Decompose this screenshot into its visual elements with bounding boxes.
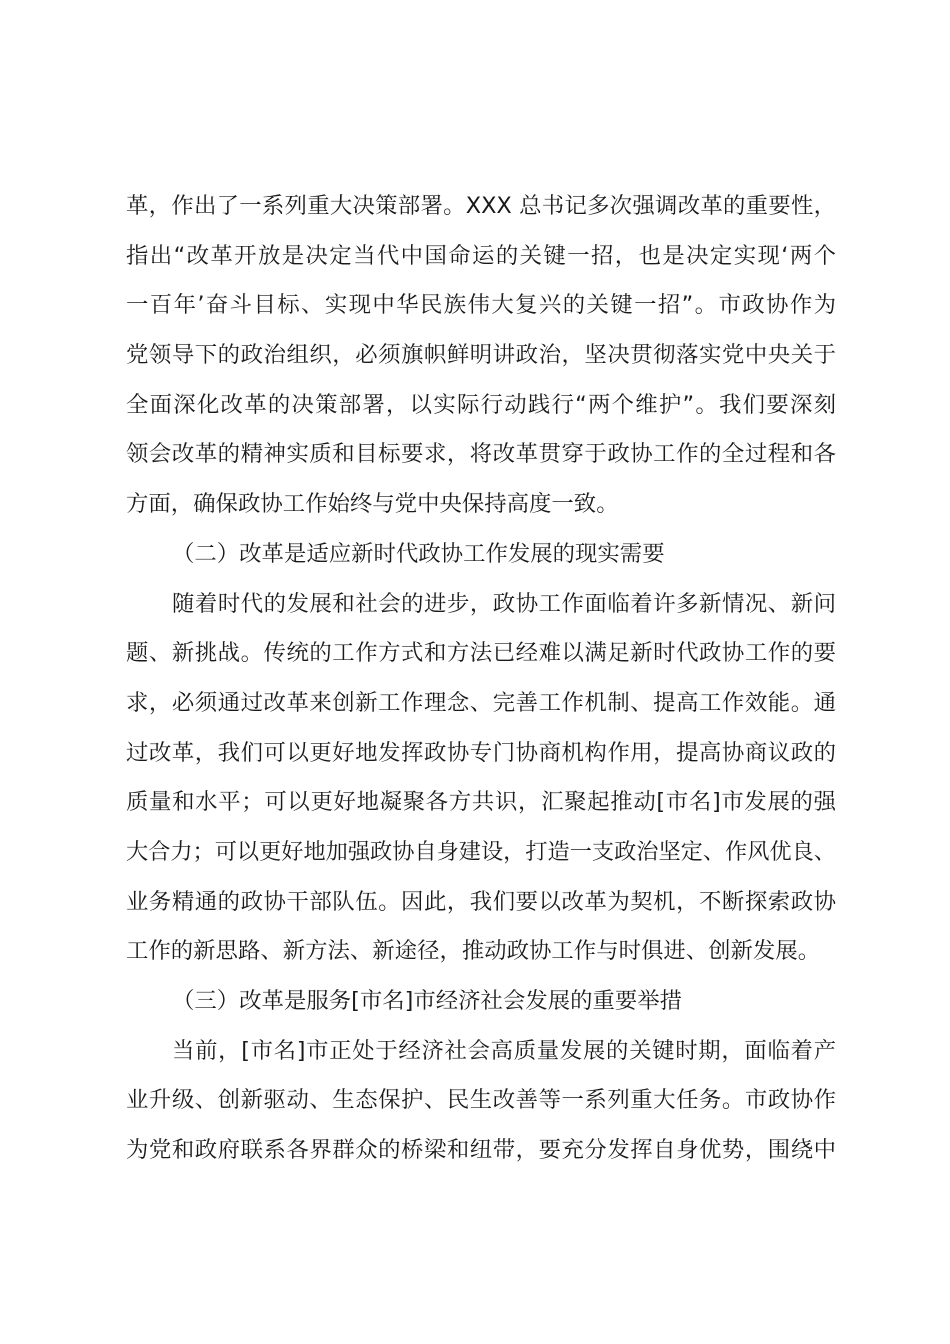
text-line: 指出“改革开放是决定当代中国命运的关键一招，也是决定实现‘两个 [126,242,836,269]
text-line: 领会改革的精神实质和目标要求，将改革贯穿于政协工作的全过程和各 [126,441,836,468]
body-text [126,182,836,1176]
text-line: 当前，[市名]市正处于经济社会高质量发展的关键时期，面临着产 [172,1037,836,1064]
text-line: 一百年’奋斗目标、实现中华民族伟大复兴的关键一招”。市政协作为 [126,292,836,319]
text-line: 业升级、创新驱动、生态保护、民生改善等一系列重大任务。市政协作 [126,1087,836,1114]
text-line: 质量和水平；可以更好地凝聚各方共识，汇聚起推动[市名]市发展的强 [126,789,836,816]
text-line: 业务精通的政协干部队伍。因此，我们要以改革为契机，不断探索政协 [126,888,836,915]
text-line: 为党和政府联系各界群众的桥梁和纽带，要充分发挥自身优势，围绕中 [126,1137,836,1164]
text-line: （二）改革是适应新时代政协工作发展的现实需要 [172,540,665,567]
text-line: 大合力；可以更好地加强政协自身建设，打造一支政治坚定、作风优良、 [126,838,836,865]
text-line: 求，必须通过改革来创新工作理念、完善工作机制、提高工作效能。通 [126,689,836,716]
text-line: 革，作出了一系列重大决策部署。XXX 总书记多次强调改革的重要性， [126,193,836,219]
text-line: 全面深化改革的决策部署，以实际行动践行“两个维护”。我们要深刻 [126,391,836,418]
text-line: 工作的新思路、新方法、新途径，推动政协工作与时俱进、创新发展。 [126,938,821,965]
text-line: 党领导下的政治组织，必须旗帜鲜明讲政治，坚决贯彻落实党中央关于 [126,342,836,369]
text-line: 随着时代的发展和社会的进步，政协工作面临着许多新情况、新问 [172,590,836,617]
text-line: （三）改革是服务[市名]市经济社会发展的重要举措 [172,988,683,1014]
text-line: 题、新挑战。传统的工作方式和方法已经难以满足新时代政协工作的要 [126,640,836,667]
text-line: 方面，确保政协工作始终与党中央保持高度一致。 [126,491,619,518]
text-line: 过改革，我们可以更好地发挥政协专门协商机构作用，提高协商议政的 [126,739,836,766]
